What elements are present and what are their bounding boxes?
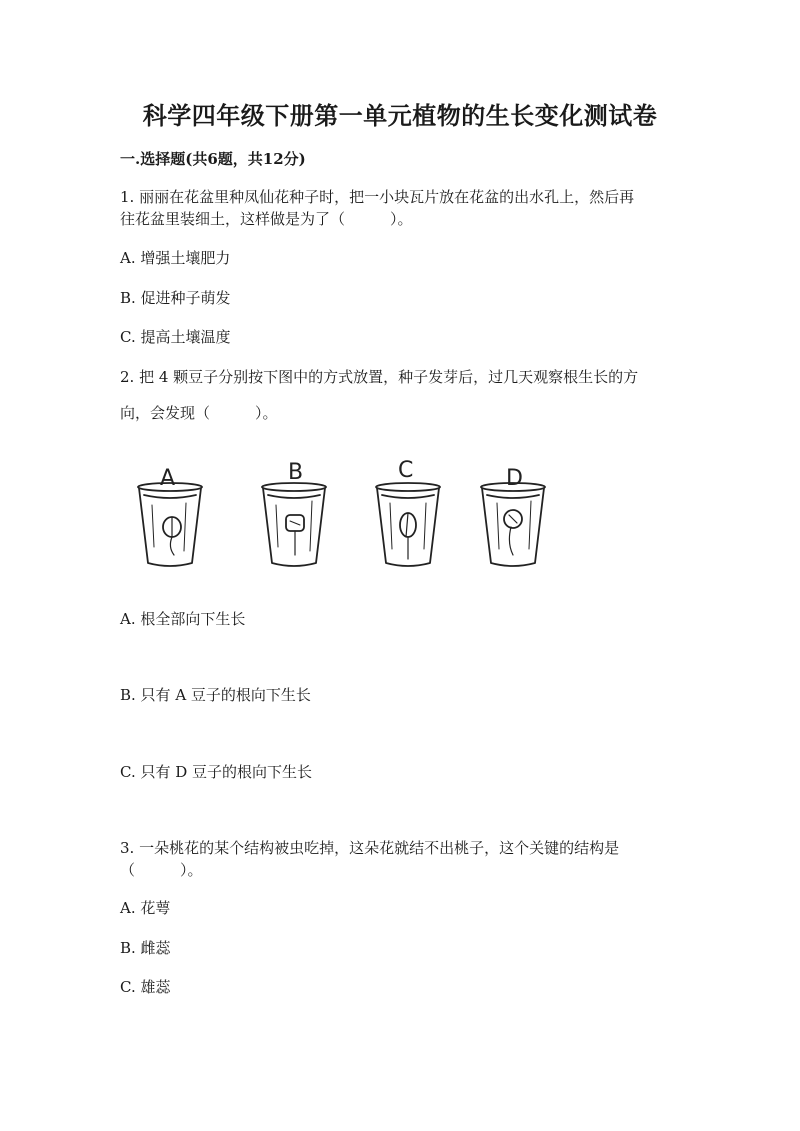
cup-a xyxy=(138,483,202,566)
cup-label-b: B xyxy=(288,460,304,485)
question-3-stem-line-1: 3. 一朵桃花的某个结构被虫吃掉，这朵花就结不出桃子，这个关键的结构是 xyxy=(120,839,620,857)
question-3-option-a: A. 花萼 xyxy=(120,899,171,917)
question-1-option-c: C. 提高土壤温度 xyxy=(120,328,231,346)
question-2-option-c: C. 只有 D 豆子的根向下生长 xyxy=(120,763,313,781)
question-3-option-b: B. 雌蕊 xyxy=(120,939,171,957)
question-1-stem-line-2: 往花盆里装细土，这样做是为了（ ）。 xyxy=(120,210,413,228)
page-title: 科学四年级下册第一单元植物的生长变化测试卷 xyxy=(142,101,658,130)
cup-b xyxy=(262,483,326,566)
question-1-option-a: A. 增强土壤肥力 xyxy=(120,249,231,267)
question-3-stem-line-2: （ ）。 xyxy=(120,861,203,879)
cup-c xyxy=(376,483,440,566)
cup-label-a: A xyxy=(160,466,176,491)
question-3-option-c: C. 雄蕊 xyxy=(120,978,171,996)
question-2-option-a: A. 根全部向下生长 xyxy=(120,610,246,628)
question-2-stem-line-2: 向，会发现（ ）。 xyxy=(120,404,278,422)
cup-label-c: C xyxy=(398,458,414,483)
question-1-option-b: B. 促进种子萌发 xyxy=(120,289,231,307)
section-heading: 一.选择题(共6题，共12分) xyxy=(120,150,306,168)
cup-label-d: D xyxy=(506,466,523,491)
question-2-option-b: B. 只有 A 豆子的根向下生长 xyxy=(120,686,311,704)
cups-figure xyxy=(120,455,560,580)
question-2-stem-line-1: 2. 把 4 颗豆子分别按下图中的方式放置，种子发芽后，过几天观察根生长的方 xyxy=(120,368,639,386)
cup-d xyxy=(481,483,545,566)
question-1-stem-line-1: 1. 丽丽在花盆里种凤仙花种子时，把一小块瓦片放在花盆的出水孔上，然后再 xyxy=(120,188,635,206)
